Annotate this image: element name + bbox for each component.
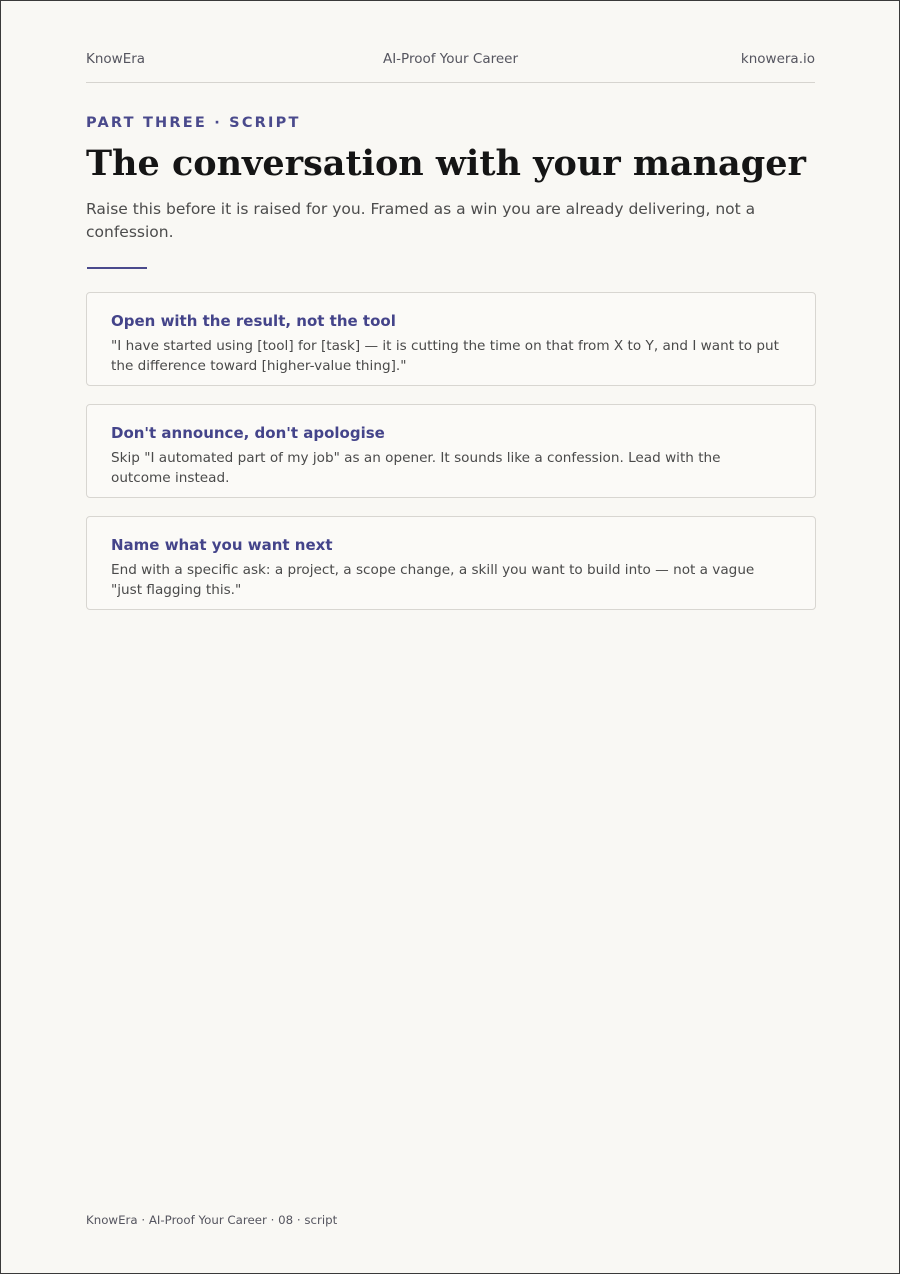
tip-card — [86, 516, 816, 610]
tip-card-title: Name what you want next — [111, 536, 333, 554]
running-header — [86, 51, 815, 83]
tip-card-body: "I have started using [tool] for [task] — it is cutting the time on that from X to Y, and I want to put the difference toward [higher-value thing]." — [111, 338, 779, 374]
tip-card — [86, 404, 816, 498]
accent-divider — [87, 267, 147, 269]
section-eyebrow: PART THREE · SCRIPT — [86, 115, 301, 131]
tip-card-title: Open with the result, not the tool — [111, 312, 396, 330]
tip-card-body: Skip "I automated part of my job" as an opener. It sounds like a confession. Lead with the outcome instead. — [111, 450, 721, 486]
tip-card — [86, 292, 816, 386]
tip-card-body: End with a specific ask: a project, a scope change, a skill you want to build into — not a vague "just flagging this." — [111, 562, 755, 598]
header-site-link[interactable]: knowera.io — [740, 51, 815, 67]
page-subtitle: Raise this before it is raised for you. Framed as a win you are already delivering, not a confession. — [86, 200, 756, 241]
tip-card-title: Don't announce, don't apologise — [111, 424, 385, 442]
running-footer: KnowEra · AI-Proof Your Career · 08 · script — [86, 1213, 338, 1227]
header-guide-title: AI-Proof Your Career — [382, 51, 519, 67]
page-title: The conversation with your manager — [86, 143, 806, 184]
header-brand: KnowEra — [86, 51, 146, 67]
